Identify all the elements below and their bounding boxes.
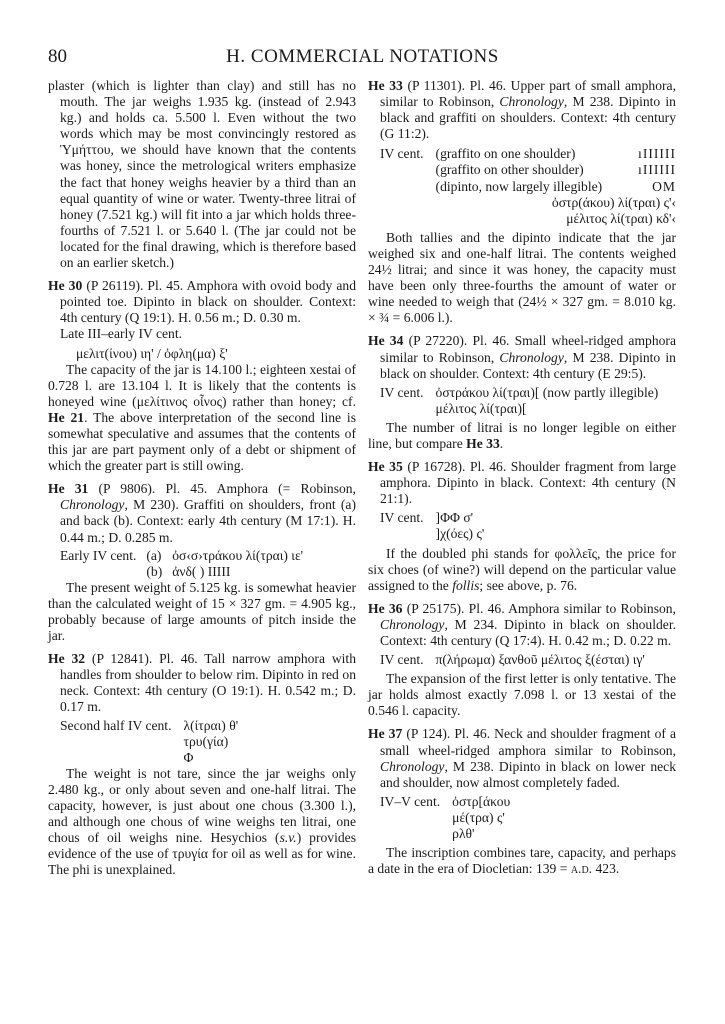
comment-text: . The above interpretation of the second line is somewhat speculative and assumes that the contents of this jar are part payment only of a debt or shipment of which the greater part is still owing. [48, 409, 356, 474]
entry-id: He 36 [368, 600, 403, 616]
inscription-line: λ(ίτραι) θ' [183, 717, 239, 733]
book-title: Chronology [499, 94, 564, 110]
entry-date: IV cent. [380, 510, 424, 526]
catalogue-entry-he34: He 34 (P 27220). Pl. 46. Small wheel-ridged amphora similar to Robinson, Chronology, M 238. Dipinto in black on shoulder. Context: 4th century (E 29:5). IV cent. ὀστράκου λί(τραι)[ (now partly illegible) μέλιτος λί(τραι)[ The number of litrai is no longer legible on either line, but compare He 33. [368, 333, 676, 451]
inscription-line: ]ΦΦ σ' [435, 510, 474, 526]
entry-head: , M 238. Dipinto in black on shoulder. Context: 4th century (E 29:5). [380, 349, 676, 381]
catalogue-entry-he33 [368, 78, 676, 326]
tally-row: (dipinto, now largely illegible) OM [435, 178, 676, 194]
entry-head: , M 230). Graffiti on shoulders, front (a) and back (b). Context: early 4th century (M 17:1). H. 0.44 m.; D. 0.285 m. [60, 497, 356, 545]
entry-date: IV cent. [380, 652, 424, 668]
entry-id: He 34 [368, 333, 404, 349]
inscription-line: ὀστρ(άκου) λί(τραι) ς'‹ [551, 194, 676, 210]
entry-date: Late III–early IV cent. [60, 326, 183, 342]
inscription-line: ρλθ' [452, 826, 475, 842]
entry-head: (P 124). Pl. 46. Neck and shoulder fragment of a small wheel-ridged amphora similar to Robinson, [380, 726, 676, 758]
cross-reference: He 33 [466, 435, 500, 451]
comment-text: Both tallies and the dipinto indicate that the jar weighed six and one-half litrai. The contents weighed 24½ litrai; and since it was honey, the capacity must have been only three-fourths the amount of water or wine needed to weigh that (24½ × 327 gm. = 8.010 kg. × ¾ = 6.006 l.). [368, 229, 676, 326]
comment-text: The present weight of 5.125 kg. is somewhat heavier than the calculated weight of 15 × 327 gm. = 4.905 kg., probably because of large amounts of pitch inside the jar. [48, 579, 356, 644]
inscription-block [380, 385, 676, 417]
intro-paragraph: plaster (which is lighter than clay) and still has no mouth. The jar weighs 1.935 kg. (instead of 2.943 kg.) and holds ca. 5.500 l. Even without the two words which may be most convincingly restored as Ὑμήττου, we should have known that the contents was honey, since the metrological writers emphasize the fact that honey weighs heavier by a third than an equal quantity of wine or water. Twenty-three litrai of honey (7.521 kg.) will fit into a jar which holds three-fourths of 7.521 l. or 5.640 l. (The jar could not be located for the final drawing, which is therefore based on an earlier sketch.) [48, 78, 356, 271]
tally-row: (graffito on other shoulder) ıIIIIII [435, 162, 676, 178]
inscription-text: ἀνδ( ) IIIII [172, 563, 231, 579]
inscription-line: μέλιτος λί(τραι)[ [435, 400, 527, 416]
running-title: H. COMMERCIAL NOTATIONS [226, 46, 499, 67]
face-label: (a) [146, 547, 162, 563]
face-label: (b) [146, 563, 163, 579]
cross-reference: He 21 [48, 409, 85, 425]
catalogue-entry-he32 [48, 651, 356, 878]
term: follis [452, 577, 480, 593]
comment-text: The expansion of the first letter is only tentative. The jar holds almost exactly 7.098 l. or 13 xestai of the 0.546 l. capacity. [368, 671, 676, 719]
inscription-text: π(λήρωμα) ξανθοῦ μέλιτος ξ(έσται) ιγ' [435, 652, 645, 668]
catalogue-entry-he35 [368, 459, 676, 594]
catalogue-entry-he37 [368, 726, 676, 877]
entry-id: He 35 [368, 459, 403, 475]
entry-date: Second half IV cent. [60, 717, 172, 733]
comment-text: 423. [595, 861, 620, 877]
page-number: 80 [48, 46, 67, 67]
entry-date: IV–V cent. [380, 793, 441, 809]
inscription-line: μέ(τρα) ς' [452, 809, 505, 825]
entry-id: He 33 [368, 78, 403, 93]
comment-text: The weight is not tare, since the jar weighs only 2.480 kg., or only about seven and one-half litrai. The capacity, however, is just about one chous (3.300 l.), and although one chous of wine weighs ten litrai, one chous of oil weighs nine. Hesychios ( [48, 765, 356, 846]
inscription-line: ]χ(όες) ς' [435, 526, 485, 542]
tally-row: (graffito on one shoulder) ıIIIIII [435, 146, 676, 162]
inscription-block [380, 652, 676, 668]
inscription-line: Φ [183, 749, 194, 765]
entry-id: He 31 [48, 481, 89, 497]
entry-head: , M 234. Dipinto in black on shoulder. Context: 4th century (Q 17:4). H. 0.42 m.; D. 0.22 m. [380, 616, 676, 648]
entry-head: , M 238. Dipinto in black on lower neck and shoulder, now almost completely faded. [380, 758, 676, 790]
entry-id: He 37 [368, 726, 403, 742]
comment-text: The capacity of the jar is 14.100 l.; eighteen xestai of 0.728 l. are 13.104 l. It is likely that the contents is honeyed wine (μελίτινος οἶνος) rather than honey; cf. [48, 361, 356, 409]
inscription-line: μέλιτος λί(τραι) κδ'‹ [566, 210, 676, 226]
entry-head: , M 238. Dipinto in black and graffiti on shoulders. Context: 4th century (G 11:2). [380, 94, 676, 142]
left-column [48, 78, 356, 879]
inscription-block [60, 718, 356, 766]
inscription-line: ὀστρ[άκου [452, 793, 511, 809]
entry-date: IV cent. [380, 146, 424, 162]
inscription-block [380, 510, 676, 542]
inscription-text: ὀσ‹σ›τράκου λί(τραι) ιε' [172, 547, 304, 563]
entry-date: Early IV cent. [60, 547, 137, 563]
abbrev: s.v. [279, 830, 297, 846]
entry-head: (P 11301). Pl. 46. Upper part of small amphora, similar to Robinson, [380, 78, 676, 110]
inscription-block [60, 548, 313, 580]
entry-head: (P 16728). Pl. 46. Shoulder fragment from large amphora. Dipinto in black. Context: 4th century (N 21:1). [380, 459, 676, 507]
entry-head: (P 27220). Pl. 46. Small wheel-ridged amphora similar to Robinson, [380, 333, 676, 365]
inscription-line: ὀστράκου λί(τραι)[ (now partly illegible) [435, 384, 659, 400]
inscription-block [380, 794, 676, 842]
book-title: Chronology [380, 616, 445, 632]
comment-text: ) provides evidence of the use of τρυγία for oil as well as for wine. The phi is unexplained. [48, 830, 356, 878]
book-title: Chronology [60, 497, 125, 513]
entry-head: (P 12841). Pl. 46. Tall narrow amphora with handles from shoulder to below rim. Dipinto in red on neck. Context: 4th century (O 19:1). H. 0.542 m.; D. 0.17 m. [60, 651, 356, 715]
era-abbrev: a.d. [570, 861, 593, 877]
entry-head: (P 26119). Pl. 45. Amphora with ovoid body and pointed toe. Dipinto in black on shoulder. Context: 4th century (Q 19:1). H. 0.56 m.; D. 0.30 m. [60, 278, 356, 326]
inscription-line: τρυ(γία) [183, 733, 229, 749]
catalogue-entry-he30 [48, 278, 356, 474]
comment-text: If the doubled phi stands for φολλεῖς, the price for six choes (of wine?) will depend on the particular value assigned to the [368, 545, 676, 593]
entry-head: (P 25175). Pl. 46. Amphora similar to Robinson, [406, 600, 676, 616]
inscription-text: μελιτ(ίνου) ιη' / ὀφλη(μα) ξ' [76, 345, 228, 361]
comment-text: ; see above, p. 76. [479, 577, 578, 593]
entry-id: He 32 [48, 651, 86, 667]
catalogue-entry-he31 [48, 481, 356, 644]
book-title: Chronology [499, 349, 564, 365]
entry-date: IV cent. [380, 384, 424, 400]
catalogue-entry-he36 [368, 601, 676, 720]
entry-id: He 30 [48, 278, 83, 294]
comment-text: The number of litrai is no longer legible on either line, but compare [368, 419, 676, 451]
book-title: Chronology [380, 758, 445, 774]
comment-text: The inscription combines tare, capacity, and perhaps a date in the era of Diocletian: 139 = [368, 845, 676, 877]
right-column [368, 78, 676, 877]
entry-head: (P 9806). Pl. 45. Amphora (= Robinson, [98, 481, 356, 497]
inscription-block [380, 146, 676, 226]
